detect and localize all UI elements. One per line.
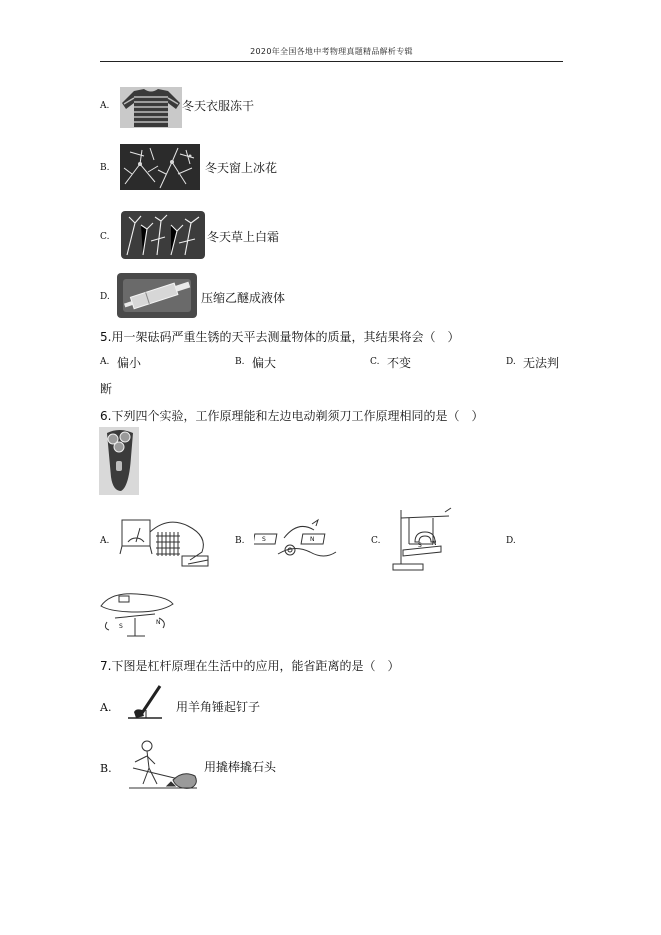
q5-option-b-letter: B. bbox=[235, 357, 245, 367]
q5-option-c-text: 不变 bbox=[387, 356, 412, 370]
q5-option-c-letter: C. bbox=[370, 357, 380, 367]
galvanometer-coil-icon bbox=[118, 512, 216, 570]
q6-option-c-label-s: S bbox=[418, 542, 422, 549]
q4-option-d-letter: D. bbox=[100, 292, 110, 302]
q6-option-d-label-s: S bbox=[119, 623, 123, 630]
q6-stem: 6.下列四个实验，工作原理能和左边电动剃须刀工作原理相同的是（ ） bbox=[100, 409, 484, 423]
frost-grass-icon bbox=[121, 211, 205, 259]
ice-flower-icon bbox=[120, 144, 200, 190]
q4-option-c-letter: C. bbox=[100, 232, 110, 242]
q4-option-c-caption: 冬天草上白霜 bbox=[207, 230, 280, 244]
compass-wire-icon bbox=[97, 588, 177, 644]
header-divider bbox=[100, 61, 563, 62]
q6-option-c-label-n: N bbox=[432, 540, 437, 547]
q4-option-b-caption: 冬天窗上冰花 bbox=[205, 161, 278, 175]
q7-option-a-letter: A. bbox=[100, 701, 112, 714]
crowbar-worker-icon bbox=[127, 738, 201, 790]
q5-option-a-text: 偏小 bbox=[117, 356, 142, 370]
q6-option-b-letter: B. bbox=[235, 536, 245, 546]
q6-option-b-label-s: S bbox=[262, 536, 266, 543]
q5-option-b-text: 偏大 bbox=[252, 356, 277, 370]
page-header: 2020年全国各地中考物理真题精品解析专辑 bbox=[250, 47, 413, 56]
horseshoe-magnet-stand-icon bbox=[389, 506, 459, 572]
electric-shaver-icon bbox=[99, 427, 139, 495]
q5-continuation: 断 bbox=[100, 382, 113, 396]
q6-option-c-letter: C. bbox=[371, 536, 381, 546]
q7-option-b-caption: 用撬棒撬石头 bbox=[204, 760, 277, 774]
q4-option-a-letter: A. bbox=[100, 101, 110, 111]
q7-option-b-letter: B. bbox=[100, 762, 112, 775]
q5-stem: 5.用一架砝码严重生锈的天平去测量物体的质量，其结果将会（ ） bbox=[100, 330, 460, 344]
q5-option-d-text: 无法判 bbox=[523, 356, 560, 370]
q6-option-b-label-n: N bbox=[310, 536, 315, 543]
q7-stem: 7.下图是杠杆原理在生活中的应用，能省距离的是（ ） bbox=[100, 659, 400, 673]
q4-option-b-letter: B. bbox=[100, 163, 110, 173]
q7-option-a-caption: 用羊角锤起钉子 bbox=[176, 700, 261, 714]
magnet-wire-icon bbox=[254, 516, 340, 562]
q4-option-a-caption: 冬天衣服冻干 bbox=[182, 99, 255, 113]
syringe-icon bbox=[117, 273, 197, 318]
q6-option-d-letter: D. bbox=[506, 536, 516, 546]
q5-option-a-letter: A. bbox=[100, 357, 110, 367]
sweater-icon bbox=[120, 87, 182, 128]
claw-hammer-icon bbox=[126, 682, 170, 722]
q4-option-d-caption: 压缩乙醚成液体 bbox=[201, 291, 286, 305]
q6-option-a-letter: A. bbox=[100, 536, 110, 546]
q5-option-d-letter: D. bbox=[506, 357, 516, 367]
q6-option-d-label-n: N bbox=[156, 619, 161, 626]
